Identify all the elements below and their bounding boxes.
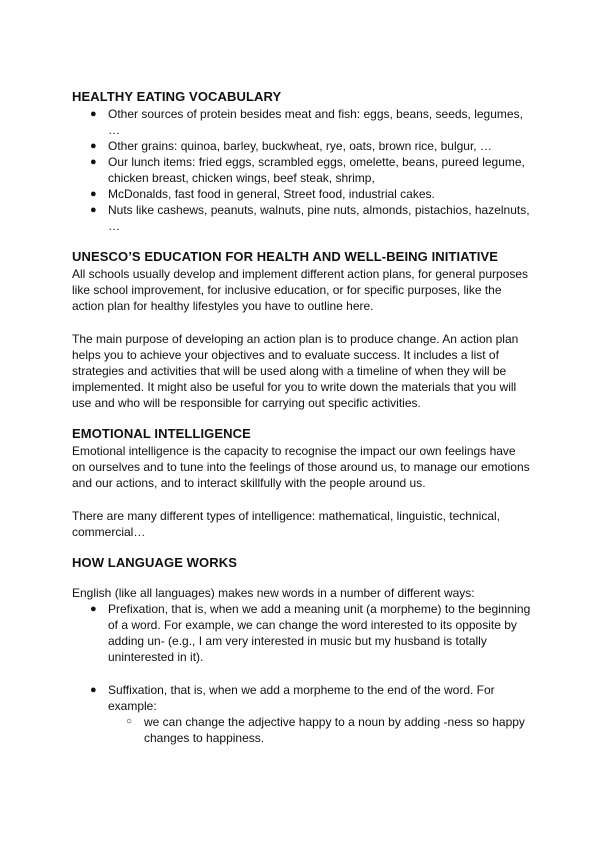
bullet-icon: ● [90, 603, 97, 615]
paragraph: All schools usually develop and implement different action plans, for general purposes like school improvement, for inclusive education, or for specific purposes, like the action plan for healthy lifestyles you have to outline here. [72, 267, 529, 313]
bullet-icon: ● [90, 140, 97, 152]
heading-how-language-works: HOW LANGUAGE WORKS [72, 555, 238, 570]
list-item: ● Prefixation, that is, when we add a meaning unit (a morpheme) to the beginning of a word. For example, we can change the word interested to its opposite by adding un- (e.g., I am very interested in music but my husband is totally uninterested in it). [90, 602, 531, 664]
hollow-bullet-icon: ○ [126, 716, 133, 727]
list-item: ● Nuts like cashews, peanuts, walnuts, pine nuts, almonds, pistachios, hazelnuts, … [90, 203, 530, 233]
list-item: ● McDonalds, fast food in general, Street food, industrial cakes. [90, 187, 435, 201]
language-list [72, 601, 532, 665]
heading-healthy-eating: HEALTHY EATING VOCABULARY [72, 89, 282, 104]
vocab-list [72, 106, 532, 234]
bullet-icon: ● [90, 108, 97, 120]
bullet-icon: ● [90, 204, 97, 216]
list-item: ● Other grains: quinoa, barley, buckwheat, rye, oats, brown rice, bulgur, … [90, 139, 492, 153]
bullet-icon: ● [90, 188, 97, 200]
paragraph: There are many different types of intelligence: mathematical, linguistic, technical, commercial… [72, 509, 500, 539]
list-item: ● Other sources of protein besides meat and fish: eggs, beans, seeds, legumes, … [90, 107, 523, 137]
bullet-icon: ● [90, 684, 97, 696]
bullet-icon: ● [90, 156, 97, 168]
heading-unesco: UNESCO’S EDUCATION FOR HEALTH AND WELL-BEING INITIATIVE [72, 249, 499, 264]
paragraph: English (like all languages) makes new words in a number of different ways: [72, 586, 475, 600]
paragraph: The main purpose of developing an action plan is to produce change. An action plan helps you to achieve your objectives and to evaluate success. It includes a list of strategies and activities that will be used along with a timeline of when they will be implemented. It might also be useful for you to write down the materials that you will use and who will be responsible for carrying out specific activities. [72, 332, 519, 410]
list-item: ○ we can change the adjective happy to a noun by adding -ness so happy changes to happiness. [126, 715, 525, 745]
document-content [72, 88, 532, 746]
sub-list [72, 714, 532, 746]
list-item: ● Our lunch items: fried eggs, scrambled eggs, omelette, beans, pureed legume, chicken breast, chicken wings, beef steak, shrimp, [90, 155, 525, 185]
paragraph: Emotional intelligence is the capacity to recognise the impact our own feelings have on ourselves and to tune into the feelings of those around us, to manage our emotions and our actions, and to interact skillfully with the people around us. [72, 444, 530, 490]
list-item: ● Suffixation, that is, when we add a morpheme to the end of the word. For example: [90, 683, 495, 713]
language-list-2 [72, 682, 532, 714]
heading-emotional-intelligence: EMOTIONAL INTELLIGENCE [72, 426, 251, 441]
